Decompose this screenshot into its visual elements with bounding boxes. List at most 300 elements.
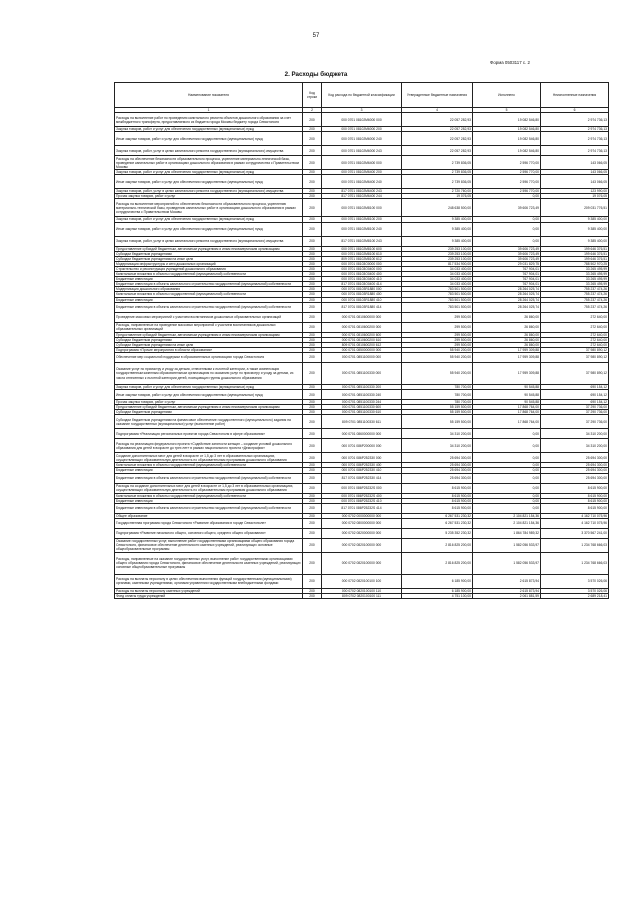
row-line-code: 200 [303,282,322,287]
row-classification-code: 817 0701 086P25232S 414 [322,503,402,513]
table-row [115,272,609,277]
table-row [115,593,609,598]
row-line-code: 200 [303,132,322,146]
row-line-code: 200 [303,146,322,156]
row-executed: 767 904,01 [473,282,541,287]
row-approved: 783 501 500,00 [402,297,473,302]
row-executed: 0,00 [473,498,541,503]
table-row [115,175,609,189]
row-executed: 0,00 [473,217,541,222]
row-executed: 26 860,00 [473,322,541,332]
row-classification-code: 817 0701 08103O0400 414 [322,282,402,287]
row-classification-code: 000 0701 08103O0000 000 [322,261,402,266]
row-executed: 1 864 784 989,32 [473,528,541,538]
row-classification-code: 000 0701 08102M6400 000 [322,156,402,170]
row-approved: 55 159 500,00 [402,415,473,429]
row-name: Капитальные вложения в объекты государственной (муниципальной) собственности [115,272,303,277]
row-name: Проведение массовых мероприятий с участием воспитанников дошкольных образовательных организаций [115,312,303,322]
row-approved: 25 694 300,00 [402,463,473,468]
row-line-code: 200 [303,199,322,217]
row-name: Расходы на выполнение мероприятий по обеспечению безопасности образовательного процесса, укреплению материально-технической базы, проведению капитальных работ в организациях дошкольного образования в рамках сотрудничества с Правительством Москвы [115,199,303,217]
row-executed: 0,00 [473,194,541,199]
row-line-code: 200 [303,390,322,400]
row-classification-code: 000 0702 0820100000 000 [322,552,402,574]
row-executed: 0,00 [473,503,541,513]
row-unexecuted: 209 031 776,51 [541,199,609,217]
row-name: Бюджетные инвестиции в объекты капитального строительства государственной (муниципальной) собственности [115,503,303,513]
row-approved: 55 159 500,00 [402,410,473,415]
row-approved: 8 615 900,00 [402,483,473,493]
row-unexecuted: 3 570 026,06 [541,574,609,588]
row-unexecuted: 33 265 495,99 [541,272,609,277]
row-unexecuted: 199 646 376,51 [541,256,609,261]
row-line-code: 200 [303,322,322,332]
row-executed: 90 545,88 [473,384,541,389]
row-approved: 25 694 300,00 [402,468,473,473]
header-name: Наименование показателя [115,83,303,108]
row-name: Оказание услуг по присмотру и уходу за детьми, отнесенными к льготной категории, а также компенсация государственным казенным образовательным организациям по оказанию услуг по присмотру и уходу за детьми, из числа отнесенных к льготной категории детей, посещающих группы дошкольного образования [115,362,303,384]
row-approved: 2 816 825 200,00 [402,552,473,574]
row-name: Субсидии бюджетным учреждениям [115,410,303,415]
row-approved: 299 500,00 [402,322,473,332]
row-approved: 22 057 282,93 [402,132,473,146]
row-executed: 29 031 829,75 [473,261,541,266]
row-approved: 8 615 900,00 [402,493,473,498]
row-approved: 299 500,00 [402,342,473,347]
row-line-code: 200 [303,302,322,312]
row-approved: 817 534 900,00 [402,261,473,266]
row-line-code: 200 [303,538,322,552]
row-line-code: 200 [303,593,322,598]
row-unexecuted: 9 385 400,00 [541,236,609,246]
row-approved: 6 185 900,00 [402,588,473,593]
row-unexecuted: 755 237 474,26 [541,297,609,302]
row-name: Подпрограмма «Реализация региональных проектов города Севастополя в сфере образования» [115,429,303,439]
row-executed: 0,00 [473,493,541,498]
row-classification-code: 809 0701 0851100330 611 [322,415,402,429]
table-body [115,113,609,599]
row-unexecuted: 37 980 890,12 [541,347,609,352]
row-executed: 17 868 764,00 [473,405,541,410]
row-classification-code: 817 0701 08103R1880 414 [322,302,402,312]
row-classification-code: 817 0701 086P252330 414 [322,473,402,483]
row-line-code: 200 [303,337,322,342]
table-row [115,473,609,483]
row-approved: 25 694 300,00 [402,453,473,463]
row-classification-code: 000 0702 0000000000 000 [322,513,402,518]
row-approved: 780 700,00 [402,384,473,389]
table-row [115,463,609,468]
row-approved: 2 720 760,00 [402,189,473,194]
row-unexecuted: 755 237 474,26 [541,287,609,292]
row-classification-code: 000 0701 08103O0400 400 [322,272,402,277]
row-executed: 767 904,01 [473,277,541,282]
row-name: Бюджетные инвестиции [115,277,303,282]
row-unexecuted: 2 974 736,13 [541,146,609,156]
row-approved: 783 501 500,00 [402,302,473,312]
row-classification-code: 000 0701 0810600200 610 [322,337,402,342]
row-unexecuted: 1 234 768 666,03 [541,552,609,574]
row-unexecuted: 272 640,00 [541,332,609,337]
row-line-code: 200 [303,429,322,439]
table-header-row [115,83,609,108]
expenses-table [114,82,609,599]
row-classification-code: 000 0701 086P252330 400 [322,463,402,468]
row-executed: 0,00 [473,439,541,453]
row-unexecuted: 272 640,00 [541,312,609,322]
row-approved: 34 033 400,00 [402,266,473,271]
header-executed: Исполнено [473,83,541,108]
row-unexecuted: 33 265 495,99 [541,282,609,287]
row-name: Субсидии бюджетным учреждениям на иные цели [115,256,303,261]
row-executed: 767 904,01 [473,266,541,271]
row-classification-code: 000 0702 0820000000 000 [322,528,402,538]
row-approved: 5 235 352 230,32 [402,528,473,538]
row-approved: 248 638 500,00 [402,199,473,217]
row-approved: 8 615 900,00 [402,503,473,513]
form-code: Форма 0503117 с. 2 [490,60,530,65]
row-approved: 34 033 400,00 [402,272,473,277]
row-approved: 239 253 100,00 [402,256,473,261]
row-name: Создание дополнительных мест для детей в возрасте от 1,5 до 3 лет в образовательных организациях, осуществляющих образовательную деятельность по образовательным программам дошкольного образования [115,453,303,463]
row-line-code: 200 [303,362,322,384]
row-name: Закупка товаров, работ и услуг для обеспечения государственных (муниципальных) нужд [115,170,303,175]
row-name: Иные закупки товаров, работ и услуг для обеспечения государственных (муниципальных) нужд [115,132,303,146]
row-approved: 34 310 200,00 [402,429,473,439]
row-unexecuted: 2 974 736,13 [541,113,609,127]
row-name: Закупка товаров, работ и услуг для обеспечения государственных (муниципальных) нужд [115,384,303,389]
row-executed: 0,00 [473,463,541,468]
row-approved: 783 501 500,00 [402,292,473,297]
row-name: Строительство и реконструкция учреждений дошкольного образования [115,266,303,271]
row-classification-code: 000 0701 086P200000 000 [322,439,402,453]
table-row [115,390,609,400]
row-classification-code: 817 0701 08102M6400 243 [322,189,402,194]
table-row [115,199,609,217]
row-approved: 2 739 836,05 [402,156,473,170]
row-classification-code: 000 0701 08103R1880 410 [322,297,402,302]
row-classification-code: 000 0701 08102M8100 610 [322,251,402,256]
table-row [115,312,609,322]
row-executed: 39 606 723,49 [473,251,541,256]
row-name: Бюджетные инвестиции [115,468,303,473]
row-unexecuted: 19 076,05 [541,194,609,199]
row-name: Модернизация дошкольного образования [115,287,303,292]
row-line-code: 200 [303,513,322,518]
row-executed: 0,00 [473,453,541,463]
row-line-code: 200 [303,277,322,282]
row-name: Расходы на выплаты персоналу в целях обеспечения выполнения функций государственными (муниципальными) органами, казенными учреждениями, органами управления государственными внебюджетными фондами [115,574,303,588]
row-name: Иные закупки товаров, работ и услуг для обеспечения государственных (муниципальных) нужд [115,390,303,400]
row-line-code: 200 [303,352,322,362]
row-name: Оказание государственных услуг, выполнение работ государственными организациями общего образования города Севастополя, финансовое обеспечение деятельности казенных учреждений, реализующих основные общеобразовательные программы [115,538,303,552]
row-approved: 9 385 400,00 [402,217,473,222]
row-name: Капитальные вложения в объекты государственной (муниципальной) собственности [115,493,303,498]
row-name: Расходы на обеспечение безопасности образовательного процесса, укрепление материально-технической базы, проведение капитальных работ в организациях дошкольного образования в рамках сотрудничества с Правительством Москвы [115,156,303,170]
row-classification-code: 809 0701 08102M8100 612 [322,256,402,261]
row-name: Закупка товаров, работ, услуг в целях капитального ремонта государственного (муниципального) имущества [115,189,303,194]
table-row [115,113,609,127]
row-line-code: 200 [303,292,322,297]
row-name: Предоставление субсидий бюджетным, автономным учреждениям и иным некоммерческим организациям [115,246,303,251]
row-executed: 90 545,88 [473,390,541,400]
row-line-code: 200 [303,272,322,277]
header-approved: Утвержденные бюджетные назначения [402,83,473,108]
row-unexecuted: 8 615 900,00 [541,498,609,503]
row-line-code: 200 [303,410,322,415]
row-executed: 19 082 546,80 [473,132,541,146]
row-classification-code: 000 0701 086P25232S 000 [322,483,402,493]
table-row [115,256,609,261]
row-line-code: 200 [303,266,322,271]
row-unexecuted: 1 234 768 666,03 [541,538,609,552]
row-classification-code: 000 0701 086P252330 000 [322,453,402,463]
table-row [115,266,609,271]
row-line-code: 200 [303,483,322,493]
table-row [115,347,609,352]
table-row [115,217,609,222]
table-row [115,483,609,493]
row-approved: 2 739 836,05 [402,175,473,189]
row-classification-code: 817 0701 08102M8100 243 [322,236,402,246]
row-name: Субсидии бюджетным учреждениям на иные цели [115,342,303,347]
column-index: 6 [541,108,609,113]
table-row [115,384,609,389]
row-executed: 2 596 770,00 [473,170,541,175]
row-executed: 2 061 881,59 [473,593,541,598]
row-classification-code: 000 0701 0851100330 200 [322,384,402,389]
row-classification-code: 000 0701 08103R1880 000 [322,287,402,292]
row-executed: 1 582 056 533,97 [473,538,541,552]
table-row [115,429,609,439]
table-row [115,439,609,453]
row-line-code: 200 [303,574,322,588]
row-name: Иные закупки товаров, работ и услуг для обеспечения государственных (муниципальных) нужд [115,222,303,236]
row-approved: 34 033 400,00 [402,282,473,287]
row-line-code: 200 [303,415,322,429]
row-executed: 26 860,00 [473,312,541,322]
row-line-code: 200 [303,251,322,256]
row-classification-code: 000 0701 08102M8100 000 [322,199,402,217]
row-executed: 17 868 764,00 [473,415,541,429]
row-name: Бюджетные инвестиции в объекты капитального строительства государственной (муниципальной) собственности [115,473,303,483]
row-executed: 19 082 546,80 [473,146,541,156]
row-unexecuted: 37 980 890,12 [541,362,609,384]
row-line-code: 200 [303,332,322,337]
row-unexecuted: 33 265 495,99 [541,277,609,282]
row-executed: 17 959 309,88 [473,347,541,352]
row-executed: 39 606 723,49 [473,256,541,261]
row-unexecuted: 143 066,05 [541,170,609,175]
row-approved: 299 500,00 [402,332,473,337]
row-unexecuted: 272 640,00 [541,322,609,332]
row-name: Закупка товаров, работ и услуг для обеспечения государственных (муниципальных) нужд [115,217,303,222]
row-executed: 2 104 821 154,36 [473,513,541,518]
row-classification-code: 809 0702 0820100100 111 [322,593,402,598]
row-line-code: 200 [303,498,322,503]
row-line-code: 200 [303,503,322,513]
row-classification-code: 000 0701 0851100330 240 [322,390,402,400]
row-classification-code: 809 0701 0810600200 612 [322,342,402,347]
row-executed: 28 264 025,74 [473,302,541,312]
row-name: Расходы, направленные на оказание государственных услуг, выполнение работ государственными организациями общего образования города Севастополя, финансовое обеспечение деятельности казенных учреждений, реализующих основные общеобразовательные программы [115,552,303,574]
row-line-code: 200 [303,261,322,266]
row-unexecuted: 9 385 400,00 [541,217,609,222]
table-row [115,156,609,170]
row-approved: 239 253 100,00 [402,251,473,256]
row-classification-code: 000 0701 0851100000 000 [322,352,402,362]
table-row [115,538,609,552]
row-name: Прочая закупка товаров, работ и услуг [115,400,303,405]
table-row [115,302,609,312]
page-number: 57 [312,33,320,39]
row-unexecuted: 8 615 900,00 [541,493,609,498]
row-line-code: 200 [303,463,322,468]
row-unexecuted: 143 066,05 [541,175,609,189]
row-executed: 17 959 309,88 [473,352,541,362]
row-name: Закупка товаров, работ, услуг в целях капитального ремонта государственного (муниципального) имущества [115,146,303,156]
row-approved: 6 267 531 230,32 [402,513,473,518]
row-name: Бюджетные инвестиции [115,297,303,302]
row-name: Субсидии бюджетным учреждениям на финансовое обеспечение государственного (муниципального) задания на оказание государственных (муниципальных) услуг (выполнение работ) [115,415,303,429]
table-row [115,127,609,132]
row-unexecuted: 8 615 900,00 [541,483,609,493]
column-index: 5 [473,108,541,113]
table-row [115,405,609,410]
row-classification-code: 000 0701 08102M6000 200 [322,127,402,132]
row-classification-code: 000 0701 08102M6400 240 [322,175,402,189]
row-executed: 39 606 723,49 [473,199,541,217]
row-line-code: 200 [303,113,322,127]
row-name: Субсидии бюджетным учреждениям [115,337,303,342]
row-classification-code: 000 0702 0800000000 000 [322,518,402,528]
row-line-code: 200 [303,287,322,292]
row-approved: 55 940 200,00 [402,347,473,352]
row-approved: 6 185 900,00 [402,574,473,588]
row-line-code: 200 [303,312,322,322]
row-line-code: 200 [303,170,322,175]
table-row [115,528,609,538]
row-name: Общее образование [115,513,303,518]
row-classification-code: 000 0701 0851100330 600 [322,405,402,410]
row-name: Капитальные вложения в объекты государственной (муниципальной) собственности [115,292,303,297]
row-executed: 0,00 [473,222,541,236]
row-line-code: 200 [303,297,322,302]
row-line-code: 200 [303,127,322,132]
row-approved: 25 694 300,00 [402,473,473,483]
row-unexecuted: 199 646 376,51 [541,251,609,256]
row-line-code: 200 [303,194,322,199]
row-name: Иные закупки товаров, работ и услуг для обеспечения государственных (муниципальных) нужд [115,175,303,189]
row-executed: 2 104 821 154,36 [473,518,541,528]
row-classification-code: 000 0701 08103O0400 410 [322,277,402,282]
row-approved: 780 700,00 [402,400,473,405]
row-unexecuted: 788 502 970,25 [541,261,609,266]
row-executed: 28 264 025,74 [473,287,541,292]
row-classification-code: 000 0701 086P252330 410 [322,468,402,473]
row-unexecuted: 755 237 474,26 [541,302,609,312]
row-approved: 9 385 400,00 [402,236,473,246]
row-executed: 1 582 056 533,97 [473,552,541,574]
row-approved: 2 816 825 200,00 [402,538,473,552]
row-classification-code: 000 0701 08102M8100 240 [322,222,402,236]
row-classification-code: 817 0701 08102M6400 244 [322,194,402,199]
row-name: Государственная программа города Севастополя «Развитие образования в городе Севастополе» [115,518,303,528]
table-row [115,282,609,287]
row-line-code: 200 [303,439,322,453]
row-line-code: 200 [303,236,322,246]
row-executed: 17 868 764,00 [473,410,541,415]
row-executed: 0,00 [473,236,541,246]
row-line-code: 200 [303,493,322,498]
table-row [115,332,609,337]
row-line-code: 200 [303,588,322,593]
column-index: 3 [322,108,402,113]
row-name: Закупка товаров, работ, услуг в целях капитального ремонта государственного (муниципального) имущества [115,236,303,246]
row-approved: 34 310 200,00 [402,439,473,453]
row-name: Субсидии бюджетным учреждениям [115,251,303,256]
table-row [115,222,609,236]
row-line-code: 200 [303,453,322,463]
row-classification-code: 000 0701 08102M6000 243 [322,146,402,156]
table-row [115,292,609,297]
row-executed: 0,00 [473,483,541,493]
row-name: Бюджетные инвестиции в объекты капитального строительства государственной (муниципальной) собственности [115,282,303,287]
row-unexecuted: 199 646 376,51 [541,246,609,251]
row-executed: 28 264 025,74 [473,297,541,302]
table-row [115,170,609,175]
row-line-code: 200 [303,518,322,528]
row-approved: 9 385 400,00 [402,222,473,236]
row-classification-code: 000 0701 08102M6400 200 [322,170,402,175]
row-classification-code: 000 0701 08102M6000 240 [322,132,402,146]
row-classification-code: 000 0701 0810600200 000 [322,322,402,332]
row-name: Расходы на создание дополнительных мест для детей в возрасте от 1,5 до 3 лет в образовательных организациях, осуществляющих образовательную деятельность по образовательным программам дошкольного образования [115,483,303,493]
row-unexecuted: 3 570 026,06 [541,588,609,593]
row-approved: 783 501 500,00 [402,287,473,292]
row-unexecuted: 755 237 474,26 [541,292,609,297]
table-row [115,574,609,588]
row-classification-code: 000 0701 08102M8100 600 [322,246,402,251]
row-unexecuted: 34 310 200,00 [541,429,609,439]
row-approved: 55 940 200,00 [402,352,473,362]
row-line-code: 200 [303,256,322,261]
row-approved: 55 159 500,00 [402,405,473,410]
row-executed: 2 596 770,00 [473,189,541,194]
row-line-code: 200 [303,156,322,170]
row-line-code: 200 [303,473,322,483]
table-row [115,588,609,593]
row-line-code: 200 [303,552,322,574]
row-unexecuted: 34 310 200,00 [541,439,609,453]
row-unexecuted: 3 370 567 241,00 [541,528,609,538]
row-unexecuted: 37 290 736,00 [541,405,609,410]
row-classification-code: 000 0702 0820100100 100 [322,574,402,588]
row-name: Фонд оплаты труда учреждений [115,593,303,598]
row-unexecuted: 143 066,05 [541,156,609,170]
row-classification-code: 000 0701 0851100330 610 [322,410,402,415]
row-unexecuted: 690 154,12 [541,390,609,400]
row-line-code: 200 [303,528,322,538]
table-row [115,246,609,251]
table-row [115,236,609,246]
row-name: Бюджетные инвестиции [115,498,303,503]
row-name: Капитальные вложения в объекты государственной (муниципальной) собственности [115,463,303,468]
row-classification-code: 000 0701 08102M8100 200 [322,217,402,222]
row-line-code: 200 [303,342,322,347]
row-executed: 19 082 546,80 [473,127,541,132]
row-name: Расходы на выполнение работ по проведению капитального ремонта объектов дошкольного образования за счет межбюджетного трансферта, предоставляемого из бюджета города Москвы бюджету города Севастополя [115,113,303,127]
